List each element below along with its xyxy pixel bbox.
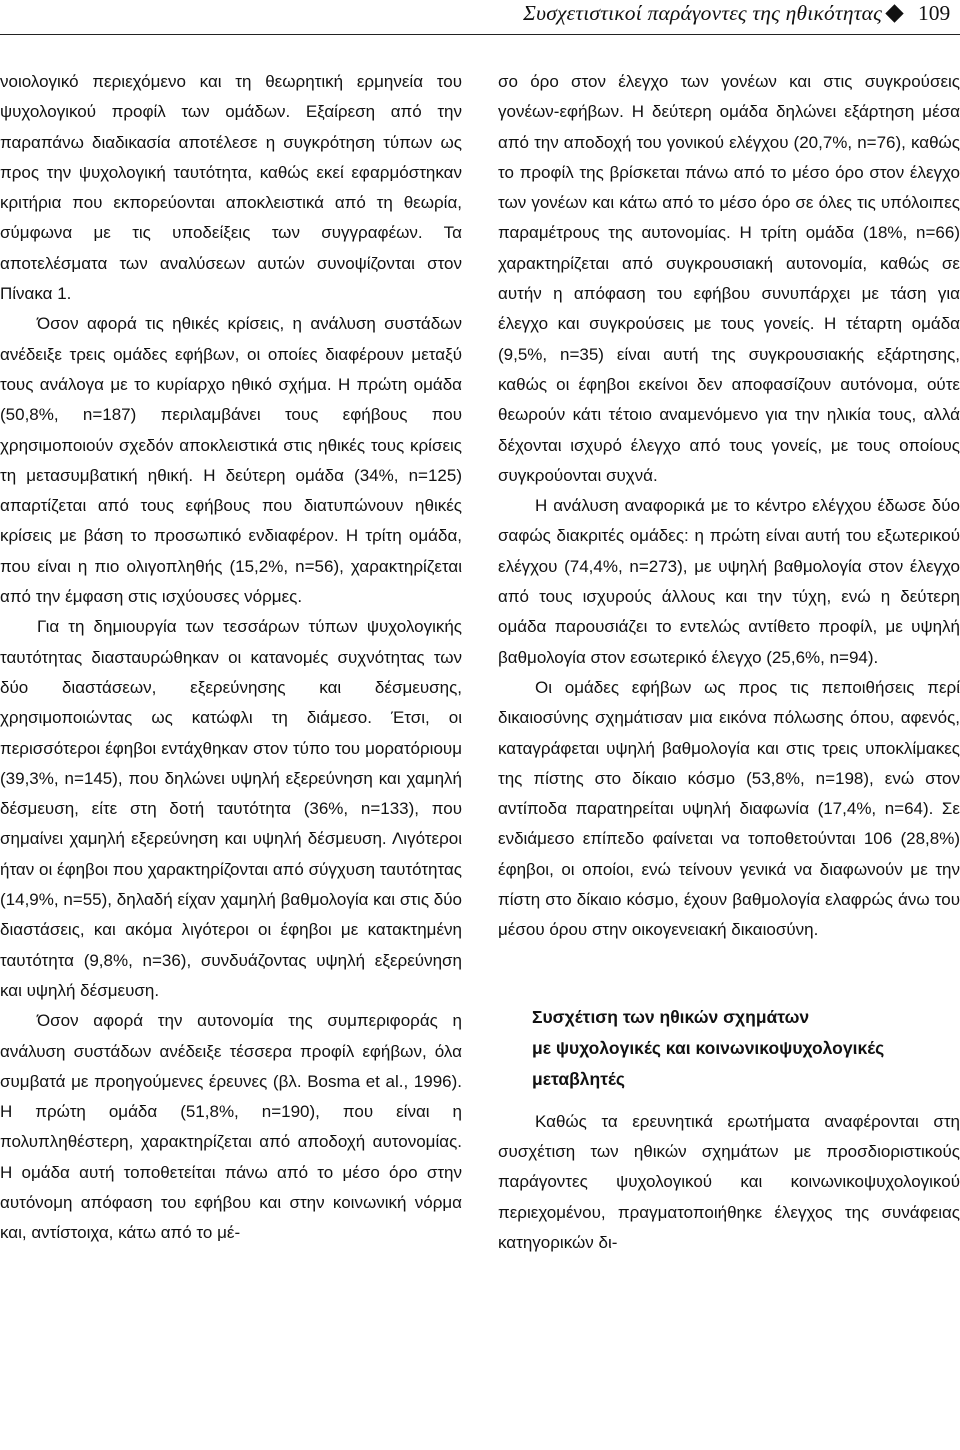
left-column	[0, 67, 462, 1249]
paragraph: Όσον αφορά τις ηθικές κρίσεις, η ανάλυση συστάδων ανέδειξε τρεις ομάδες εφήβων, οι οποίες διαφέρουν μεταξύ τους ανάλογα με το κυρίαρχο ηθικό σχήμα. Η πρώτη ομάδα (50,8%, n=187) περιλαμβάνει τους εφήβους που χρησιμοποιούν σχεδόν αποκλειστικά στις ηθικές τους κρίσεις τη μετασυμβατική ηθική. Η δεύτερη ομάδα (34%, n=125) απαρτίζεται από τους εφήβους που διατυπώνουν ηθικές κρίσεις με βάση το προσωπικό ενδιαφέρον. Η τρίτη ομάδα, που είναι η πιο ολιγοπληθής (15,2%, n=56), χαρακτηρίζεται από την έμφαση στις ισχύουσες νόρμες.	[0, 314, 462, 607]
page-header	[0, 0, 960, 36]
diamond-icon	[885, 4, 903, 22]
right-column	[498, 67, 960, 1258]
paragraph: Για τη δημιουργία των τεσσάρων τύπων ψυχολογικής ταυτότητας διασταυρώθηκαν οι κατανομές συχνότητας των δύο διαστάσεων, εξερεύνησης και δέσμευσης, χρησιμοποιώντας ως κατώφλι τη διάμεσο. Έτσι, οι περισσότεροι έφηβοι εντάχθηκαν στον τύπο του μορατόριουμ (39,3%, n=145), που δηλώνει υψηλή εξερεύνηση και χαμηλή δέσμευση, είτε στη δοτή ταυτότητα (36%, n=133), που σημαίνει χαμηλή εξερεύνηση και υψηλή δέσμευση. Λιγότεροι ήταν οι έφηβοι που χαρακτηρίζονται από σύγχυση ταυτότητας (14,9%, n=55), δηλαδή είχαν χαμηλή βαθμολογία και στις δύο διαστάσεις, και ακόμα λιγότεροι οι έφηβοι με κατακτημένη ταυτότητα (9,8%, n=36), συνδυάζοντας υψηλή εξερεύνηση και υψηλή δέσμευση.	[0, 617, 462, 1000]
section-heading-line: με ψυχολογικές και κοινωνικοψυχολογικές	[532, 1037, 885, 1058]
header-rule	[0, 34, 960, 35]
running-title: Συσχετιστικοί παράγοντες της ηθικότητας	[523, 1, 882, 25]
section-heading-line: μεταβλητές	[532, 1068, 626, 1089]
paragraph: σο όρο στον έλεγχο των γονέων και στις συγκρούσεις γονέων-εφήβων. Η δεύτερη ομάδα δηλώνει εξάρτηση μέσα από την αποδοχή του γονικού ελέγχου (20,7%, n=76), καθώς το προφίλ της βρίσκεται πάνω από το μέσο όρο στον έλεγχο των γονέων και κάτω από το μέσο όρο σε όλες τις υπόλοιπες παραμέτρους της αυτονομίας. Η τρίτη ομάδα (18%, n=66) χαρακτηρίζεται από συγκρουσιακή αυτονομία, καθώς σε αυτήν η απόφαση του εφήβου συνυπάρχει με τάση για έλεγχο και συγκρούσεις με τους γονείς. Η τέταρτη ομάδα (9,5%, n=35) είναι αυτή της συγκρουσιακής εξάρτησης, καθώς οι έφηβοι εκείνοι δεν αποφασίζουν αυτόνομα, ούτε θεωρούν κάτι τέτοιο αναμενόμενο για την ηλικία τους, αλλά δέχονται ισχυρό έλεγχο από τους γονείς, με τους οποίους συγκρούονται συχνά.	[498, 72, 960, 485]
section-heading	[498, 1002, 960, 1095]
paragraph: Η ανάλυση αναφορικά με το κέντρο ελέγχου έδωσε δύο σαφώς διακριτές ομάδες: η πρώτη είναι αυτή του εξωτερικού ελέγχου (74,4%, n=273), με υψηλή βαθμολογία στον έλεγχο από τους ισχυρούς άλλους και την τύχη, ενώ η δεύτερη ομάδα παρουσιάζει το εντελώς αντίθετο προφίλ, με υψηλή βαθμολογία στον εσωτερικό έλεγχο (25,6%, n=94).	[498, 496, 960, 667]
paragraph: Όσον αφορά την αυτονομία της συμπεριφοράς η ανάλυση συστάδων ανέδειξε τέσσερα προφίλ εφήβων, όλα συμβατά με προηγούμενες έρευνες (βλ. Bosma et al., 1996). Η πρώτη ομάδα (51,8%, n=190), που είναι η πολυπληθέστερη, χαρακτηρίζεται από αποδοχή αυτονομίας. Η ομάδα αυτή τοποθετείται πάνω από το μέσο όρο στην αυτόνομη απόφαση του εφήβου και στην κοινωνική νόρμα και, αντίστοιχα, κάτω από το μέ-	[0, 1011, 462, 1243]
section-heading-line: Συσχέτιση των ηθικών σχημάτων	[532, 1006, 810, 1027]
paragraph: Καθώς τα ερευνητικά ερωτήματα αναφέρονται στη συσχέτιση των ηθικών σχημάτων με προσδιοριστικούς παράγοντες ψυχολογικού και κοινωνικοψυχολογικού περιεχομένου, πραγματοποιήθηκε έλεγχος της συνάφειας κατηγορικών δι-	[498, 1111, 960, 1252]
page-number: 109	[918, 1, 951, 25]
paragraph: νοιολογικό περιεχόμενο και τη θεωρητική ερμηνεία του ψυχολογικού προφίλ των ομάδων. Εξαίρεση από την παραπάνω διαδικασία αποτέλεσε η συγκρότηση τύπων ως προς την ψυχολογική ταυτότητα, καθώς εκεί εφαρμόστηκαν κριτήρια που εκπορεύονται αποκλειστικά από τη θεωρία, σύμφωνα με τις υποδείξεις των συγγραφέων. Τα αποτελέσματα των αναλύσεων αυτών συνοψίζονται στον Πίνακα 1.	[0, 72, 462, 304]
paragraph: Οι ομάδες εφήβων ως προς τις πεποιθήσεις περί δικαιοσύνης σχημάτισαν μια εικόνα πόλωσης όπου, αφενός, καταγράφεται υψηλή βαθμολογία και στις τρεις υποκλίμακες της πίστης στο δίκαιο κόσμο (53,8%, n=198), ενώ στον αντίποδα παρατηρείται υψηλή διαφωνία (17,4%, n=64). Σε ενδιάμεσο επίπεδο φαίνεται να τοποθετούνται 106 (28,8%) έφηβοι, οι οποίοι, ενώ τείνουν γενικά να διαφωνούν με την πίστη στο δίκαιο κόσμο, έχουν βαθμολογία ελαφρώς άνω του μέσου όρου στην οικογενειακή δικαιοσύνη.	[498, 677, 960, 940]
